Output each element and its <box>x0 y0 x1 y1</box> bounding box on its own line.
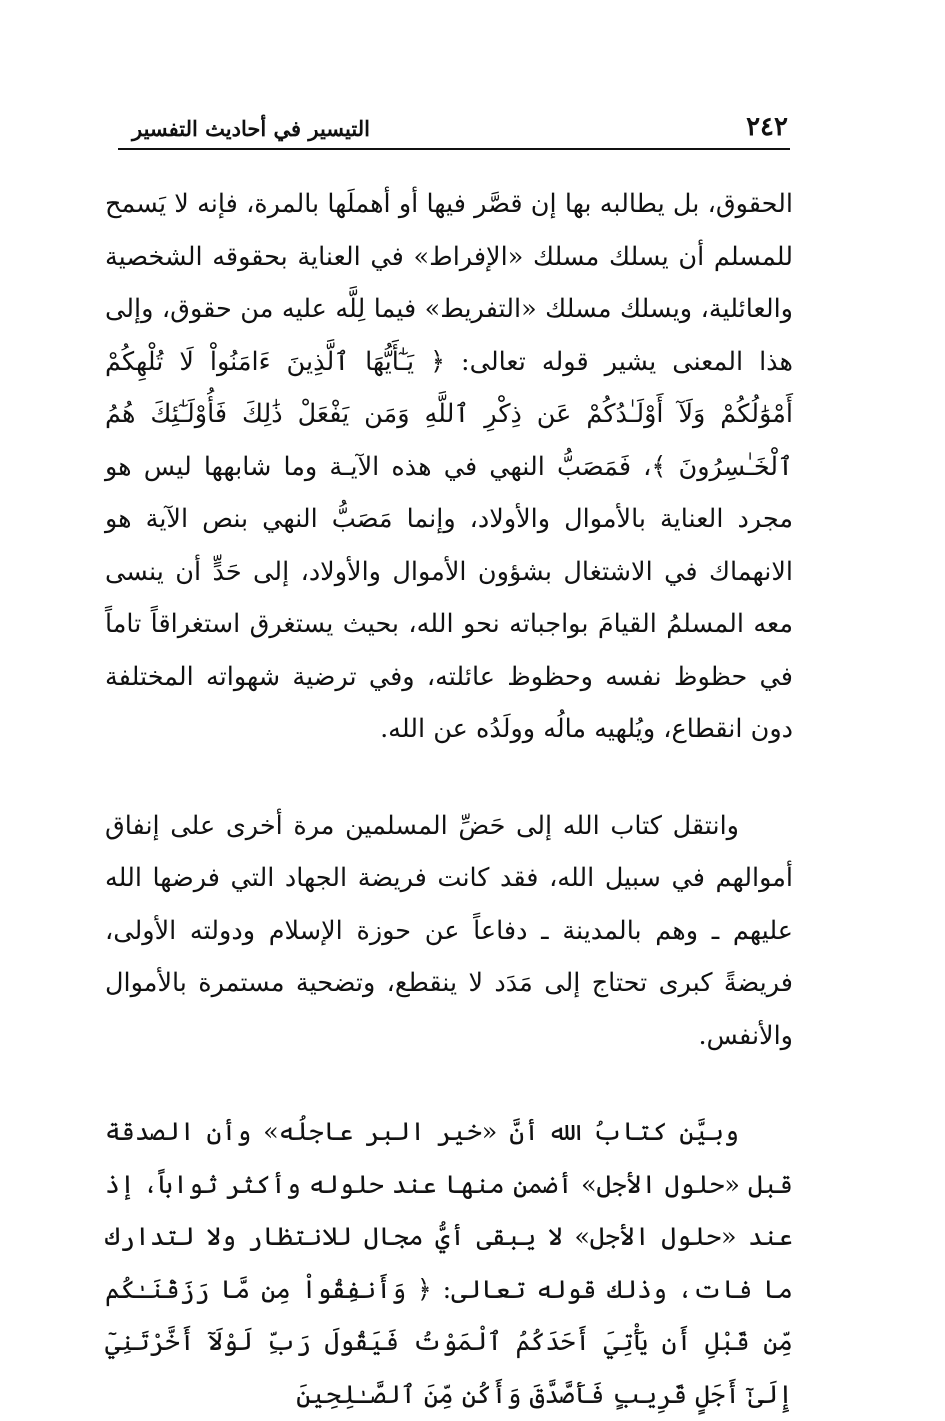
page-number: ٢٤٢ <box>746 112 788 142</box>
running-title: التيسير في أحاديث التفسير <box>132 116 370 141</box>
header-rule <box>118 148 790 150</box>
body-text <box>105 178 793 1421</box>
running-head <box>118 108 790 148</box>
paragraph-spending-jihad: وانتقل كتاب الله إلى حَضِّ المسلمين مرة أخرى على إنفاق أموالهم في سبيل الله، فقد كانت فريضة الجهاد التي فرضها الله عليهم ـ وهم بالمدينة ـ دفاعاً عن حوزة الإسلام ودولته الأولى، فريضةً كبرى تحتاج إلى مَدَد لا ينقطع، وتضحية مستمرة بالأموال والأنفس. <box>105 810 793 1051</box>
paragraph-continuation: الحقوق، بل يطالبه بها إن قصَّر فيها أو أهملَها بالمرة، فإنه لا يَسمح للمسلم أن يسلك مسلك «الإفراط» في العناية بحقوقه الشخصية والعائلية، ويسلك مسلك «التفريط» فيما لِلَّه عليه من حقوق، وإلى هذا المعنى يشير قوله تعالى: ﴿ يَـٰٓأَيُّهَا ٱلَّذِينَ ءَامَنُواْ لَا تُلْهِكُمْ أَمْوَٰلُكُمْ وَلَآ أَوْلَـٰدُكُمْ عَن ذِكْرِ ٱللَّهِ وَمَن يَفْعَلْ ذَٰلِكَ فَأُوْلَـٰٓئِكَ هُمُ ٱلْخَـٰسِرُونَ ﴾، فَمَصَبُّ النهي في هذه الآيـة وما شابهها ليس هو مجرد العناية بالأموال والأولاد، وإنما مَصَبُّ النهي بنص الآية هو الانهماك في الاشتغال بشؤون الأموال والأولاد، إلى حَدٍّ أن ينسى معه المسلمُ القيامَ بواجباته نحو الله، بحيث يستغرق استغراقاً تاماً في حظوظ نفسه وحظوظ عائلته، وفي ترضية شهواته المختلفة دون انقطاع، ويُلهيه مالُه وولَدُه عن الله. <box>105 189 793 744</box>
paragraph-charity-before-death: وبيَّن كتابُ الله أنَّ «خير البر عاجلُه» وأن الصدقة قبل «حلول الأجل» أضمن منها عند حلوله وأكثر ثواباً، إذ عند «حلول الأجل» لا يبقى أيُّ مجال للانتظار ولا لتدارك ما فات، وذلك قوله تعالى: ﴿ وَأَنفِقُواْ مِن مَّا رَزَقْنَـٰكُم مِّن قَبْلِ أَن يَأْتِيَ أَحَدَكُمُ ٱلْمَوْتُ فَيَقُولَ رَبِّ لَوْلَآ أَخَّرْتَنِيٓ إِلَىٰٓ أَجَلٍ قَرِيبٍ فَأَصَّدَّقَ وَأَكُن مِّنَ ٱلصَّـٰلِحِينَ <box>105 1117 793 1410</box>
